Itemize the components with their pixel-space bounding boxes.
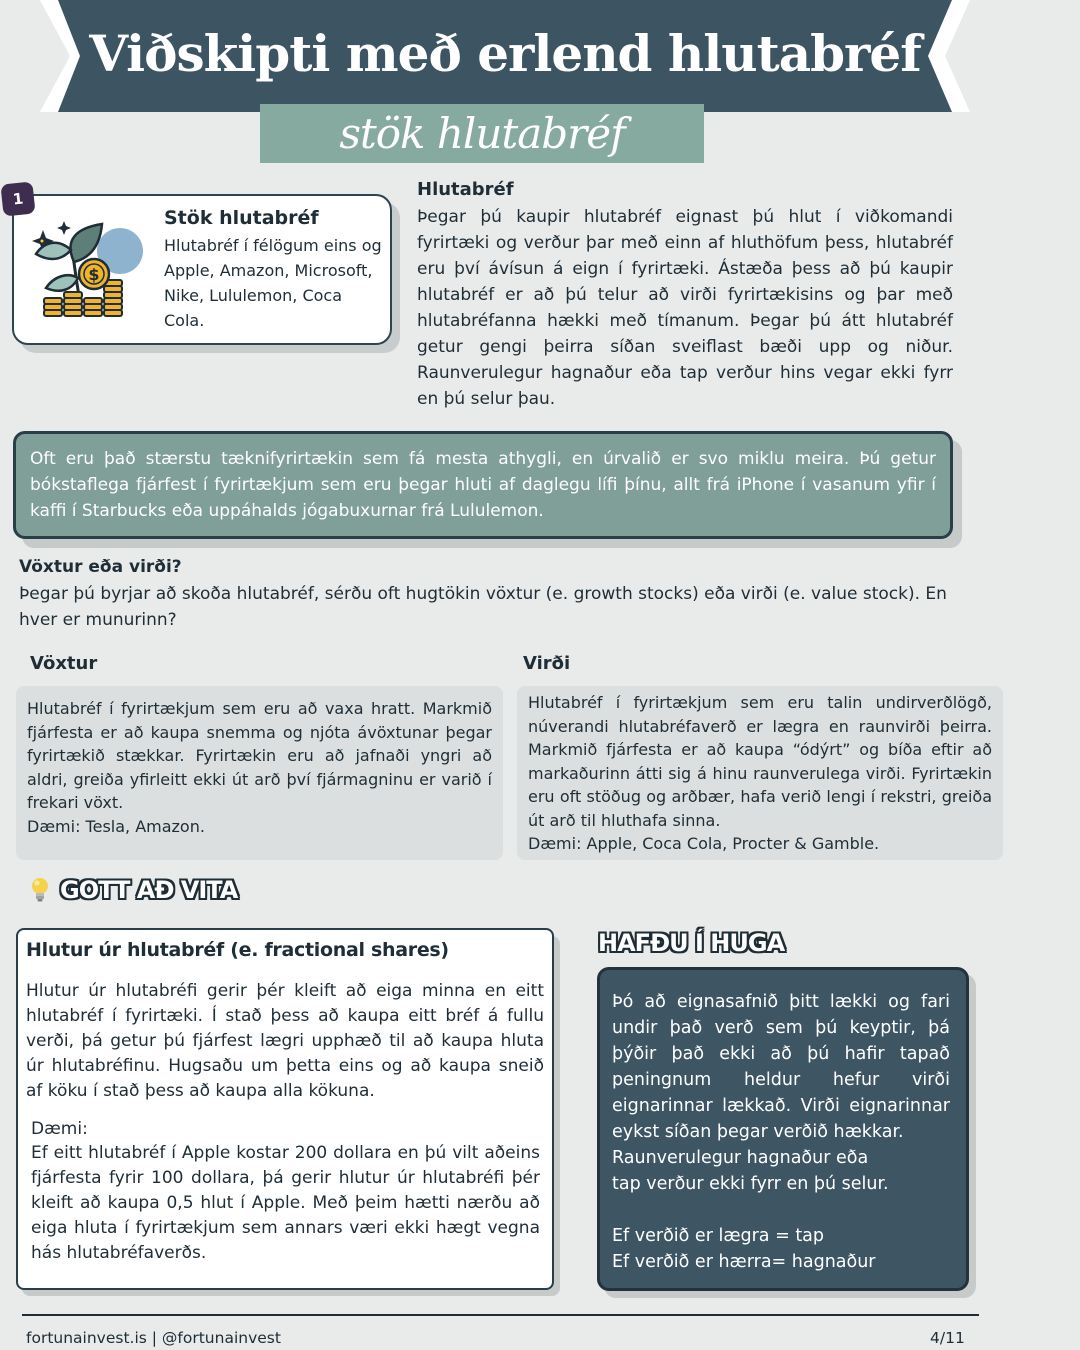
keep-in-mind-text: Raunverulegur hagnaður eða	[612, 1148, 869, 1168]
keep-in-mind-heading: HAFÐU Í HUGA	[598, 929, 785, 957]
page-title: Viðskipti með erlend hlutabréf	[89, 24, 921, 83]
keep-in-mind-text: Þó að eignasafnið þitt lækki og fari undir það verð sem þú keyptir, þá þýðir það ekki að þú hafir tapað peningnum heldur hefur virði eignarinnar lækkað. Virði eignarinnar eykst síðan þegar verðið hækkar.	[612, 992, 950, 1142]
callout-box	[13, 431, 953, 539]
loss-rule: Ef verðið er lægra = tap	[612, 1226, 825, 1246]
card-title: Stök hlutabréf	[164, 207, 319, 229]
step-badge: 1	[0, 181, 35, 216]
footer-site-handle: fortunainvest.is | @fortunainvest	[26, 1329, 281, 1347]
gain-rule: Ef verðið er hærra= hagnaður	[612, 1252, 876, 1272]
good-to-know-heading: GOTT AÐ VITA	[60, 876, 238, 904]
growth-text: Hlutabréf í fyrirtækjum sem eru að vaxa hratt. Markmið fjárfesta er að kaupa snemma og njóta ávöxtunar þegar fyrirtækið stækkar. Fyrirtækin eru að jafnaði yngri að aldri, greiða yfirleitt ekki út arð því fjármagninu er varið í frekari vöxt.	[27, 699, 492, 812]
section-paragraph: Þegar þú kaupir hlutabréf eignast þú hlut í viðkomandi fyrirtæki og verður þar með einn af hluthöfum þess, hlutabréf eru því ávísun á eign í fyrirtæki. Ástæða þess að þú kaupir hlutabréf er að þú telur að virði fyrirtækisins og þar með hlutabréfanna hækki með tímanum. Þegar þú átt hlutabréf getur gengi þeirra síðan sveiflast bæði upp og niður. Raunverulegur hagnaður eða tap verður hins vegar ekki fyrr en þú selur þau.	[417, 207, 953, 409]
header-banner	[40, 0, 970, 112]
value-example: Dæmi: Apple, Coca Cola, Procter & Gamble.	[528, 834, 880, 853]
subtitle-bar	[260, 104, 704, 163]
value-heading: Virði	[523, 653, 571, 674]
keep-in-mind-text: tap verður ekki fyrr en þú selur.	[612, 1174, 889, 1194]
example-label: Dæmi:	[31, 1119, 88, 1139]
card-text: Hlutabréf í félögum eins og Apple, Amazon, Microsoft, Nike, Lululemon, Coca Cola.	[164, 236, 382, 330]
section-paragraph: Þegar þú byrjar að skoða hlutabréf, sérðu oft hugtökin vöxtur (e. growth stocks) eða virði (e. value stock). En hver er munurinn?	[19, 584, 947, 630]
growth-box	[16, 686, 503, 860]
card-title: Hlutur úr hlutabréf (e. fractional shares)	[26, 939, 449, 961]
lightbulb-icon	[28, 875, 52, 905]
growth-example: Dæmi: Tesla, Amazon.	[27, 816, 205, 836]
keep-in-mind-box	[597, 967, 969, 1291]
page-number: 4/11	[930, 1329, 965, 1347]
growth-heading: Vöxtur	[30, 653, 98, 674]
footer-divider	[22, 1314, 979, 1316]
section-heading: Hlutabréf	[417, 179, 514, 200]
value-box	[517, 686, 1003, 860]
card-text: Hlutur úr hlutabréfi gerir þér kleift að eiga minna en eitt hlutabréf í fyrirtæki. Í stað þess að kaupa eitt bréf á fullu verði, þá getur þú fjárfest lægri upphæð til að kaupa hluta úr hlutabréfinu. Hugsaðu um þetta eins og að kaupa sneið af köku í stað þess að kaupa alla kökuna.	[26, 981, 544, 1101]
page-subtitle: stök hlutabréf	[339, 109, 625, 158]
callout-text: Oft eru það stærstu tæknifyrirtækin sem fá mesta athygli, en úrvalið er svo miklu meira. Þú getur bókstaflega fjárfest í fyrirtækjum sem eru þegar hluti af daglegu lífi þínu, allt frá iPhone í vasanum yfir í kaffi í Starbucks eða uppáhalds jógabuxurnar frá Lululemon.	[30, 449, 936, 521]
section-heading: Vöxtur eða virði?	[19, 557, 182, 577]
example-text: Ef eitt hlutabréf í Apple kostar 200 dollara en þú vilt aðeins fjárfesta fyrir 100 dollara, þá gerir hlutur úr hlutabréfi þér kleift að kaupa 0,5 hlut í Apple. Með þeim hætti nærðu að eiga hluta í fyrirtækjum sem annars væri ekki hægt vegna hás hlutabréfaverðs.	[31, 1143, 540, 1263]
svg-text:$: $	[88, 265, 100, 284]
plant-coins-icon	[24, 218, 146, 318]
value-text: Hlutabréf í fyrirtækjum sem eru talin undirverðlögð, núverandi hlutabréfaverð er lægra en raunvirði þeirra. Markmið fjárfesta er að kaupa “ódýrt” og bíða eftir að markaðurinn átti sig á hinu raunverulega virði. Fyrirtækin eru oft stöðug og arðbær, hafa verið lengi í rekstri, greiða út arð til hluthafa sinna.	[528, 693, 992, 830]
